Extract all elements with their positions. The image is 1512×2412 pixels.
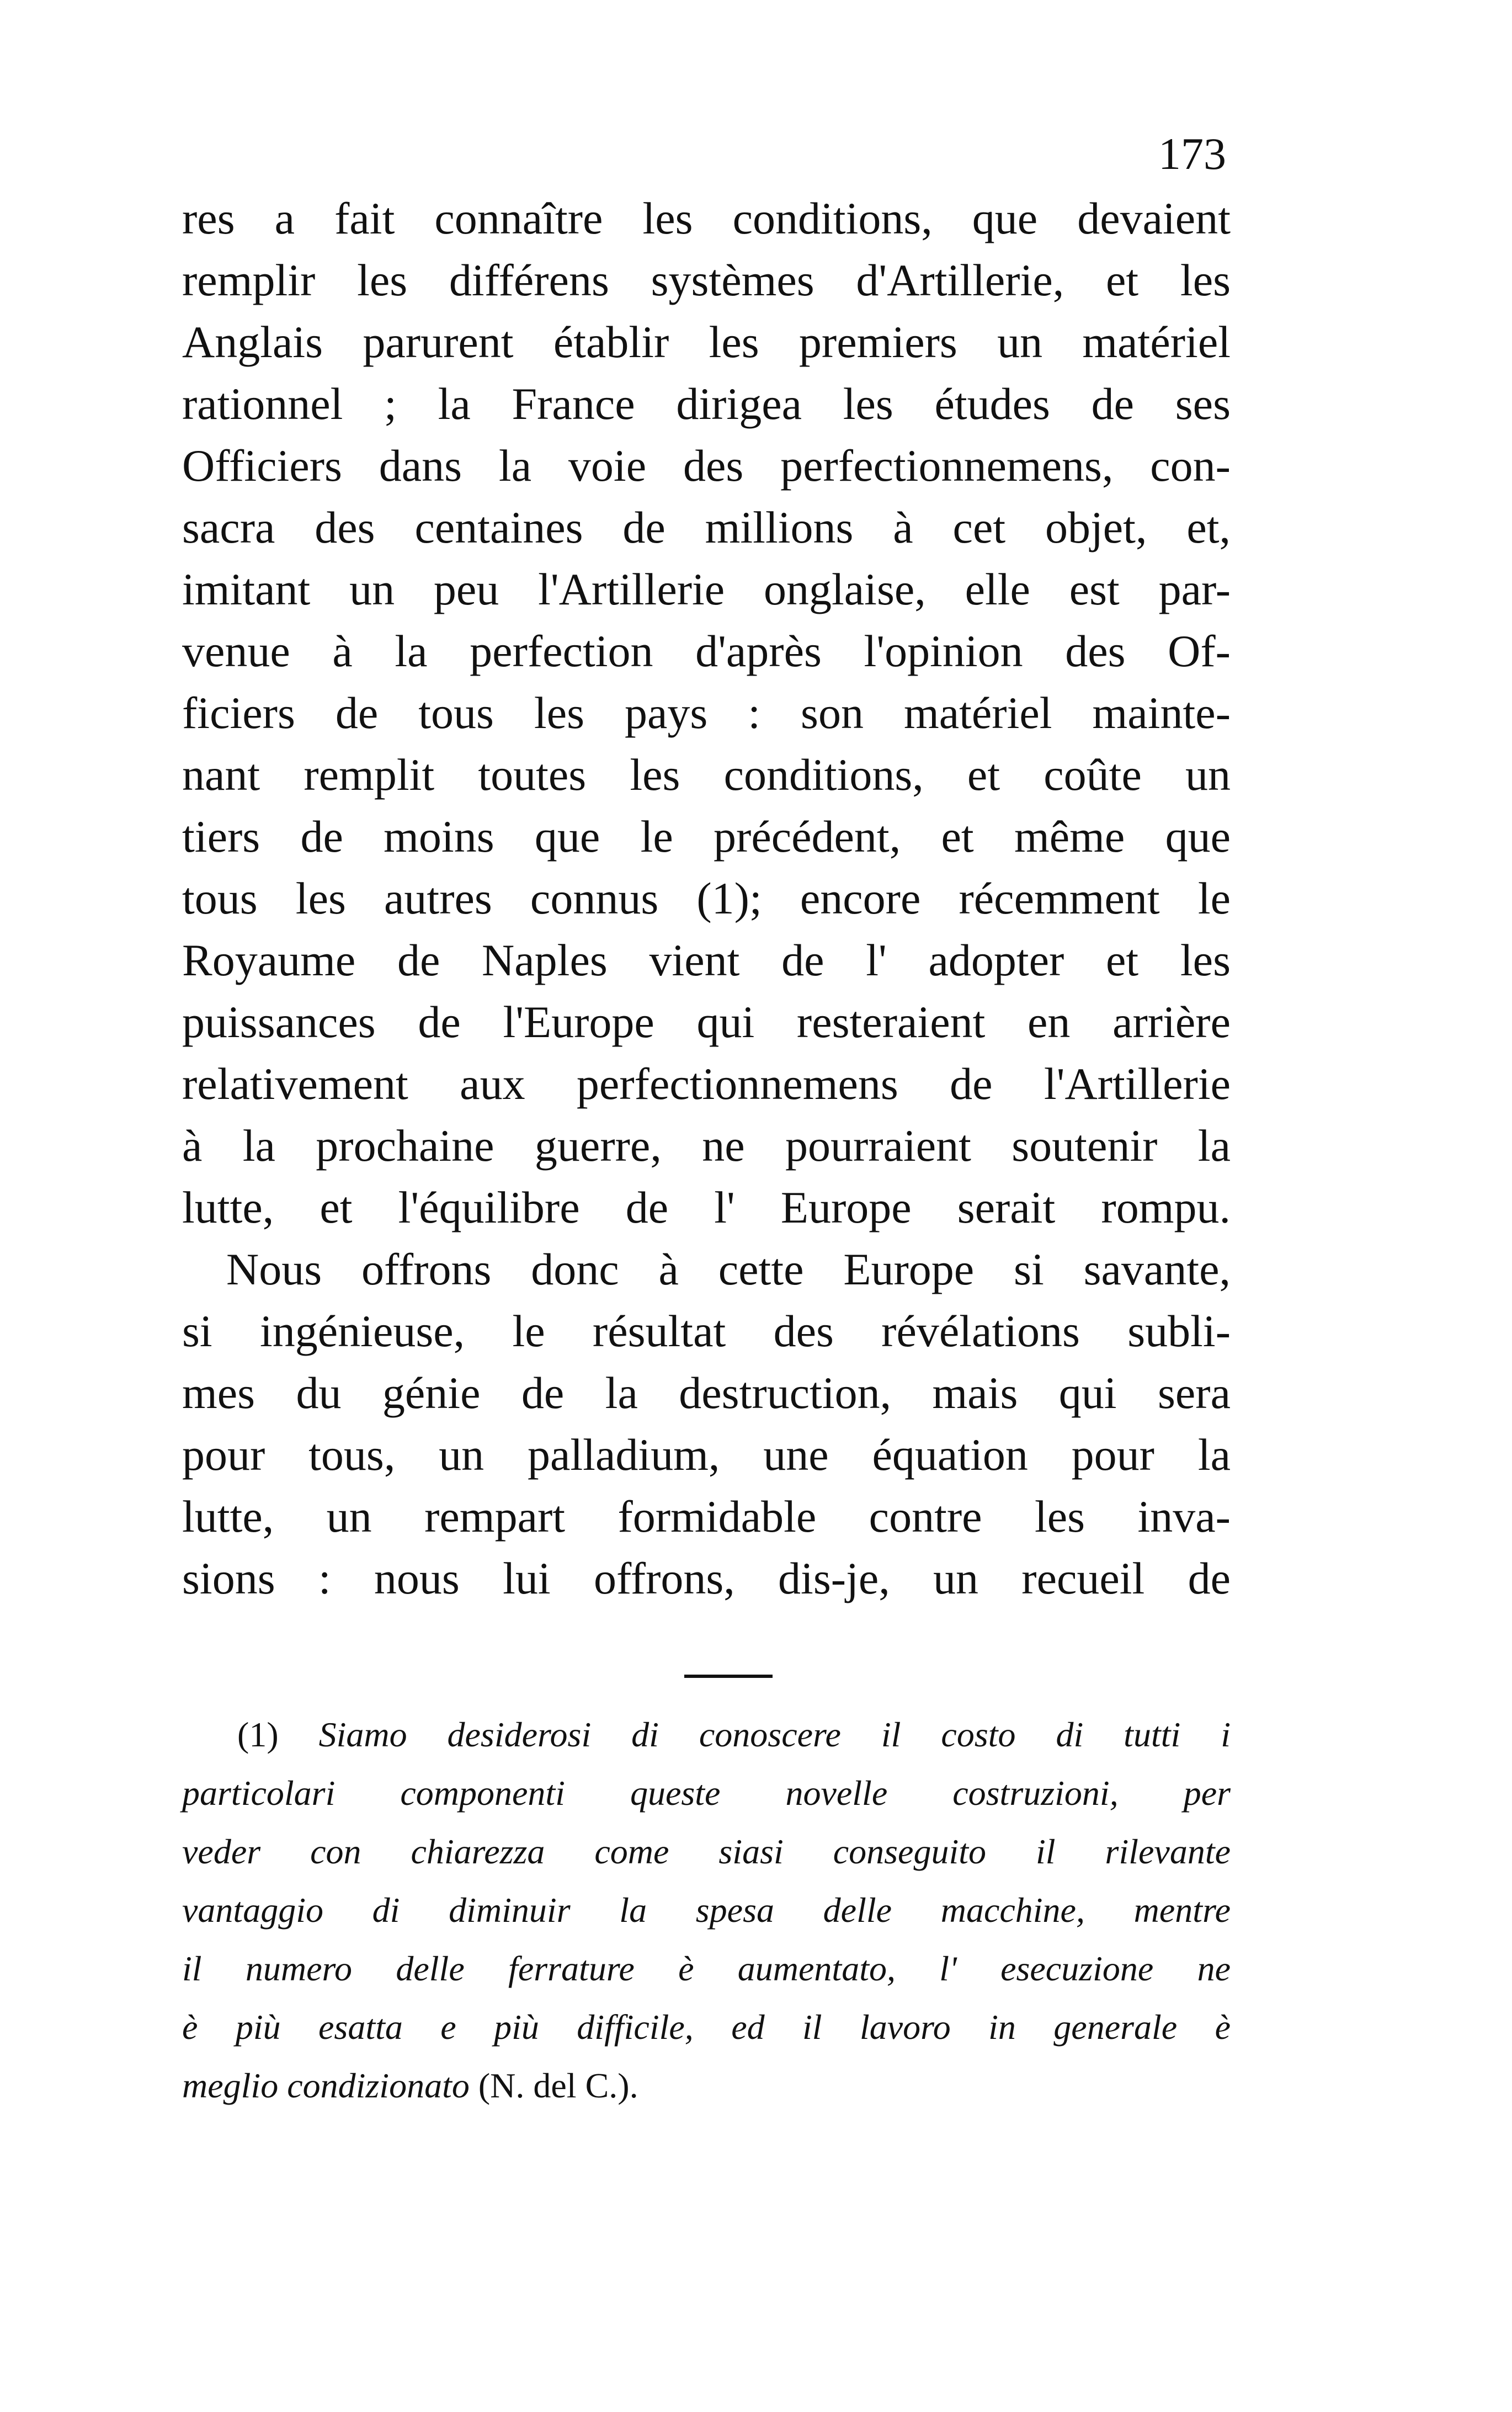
footnote-line: è più esatta e più difficile, ed il lavoro in generale è (182, 2007, 1231, 2047)
text-line: pour tous, un palladium, une équation pour la (182, 1430, 1231, 1480)
text-line: sions : nous lui offrons, dis-je, un recueil de (182, 1553, 1231, 1603)
footnote-line: particolari componenti queste novelle costruzioni, per (182, 1773, 1231, 1813)
text-line: mes du génie de la destruction, mais qui sera (182, 1368, 1231, 1418)
text-line: si ingénieuse, le résultat des révélations subli- (182, 1306, 1231, 1356)
text-line: imitant un peu l'Artillerie onglaise, elle est par- (182, 564, 1231, 614)
page-number: 173 (1158, 129, 1226, 179)
text-line: puissances de l'Europe qui resteraient en arrière (182, 997, 1231, 1047)
footnote-marker: (1) (237, 1715, 279, 1754)
footnote-last-line (182, 2057, 1231, 2115)
text-line: lutte, un rempart formidable contre les inva- (182, 1491, 1231, 1542)
footnote-attribution: (N. del C.). (478, 2066, 638, 2105)
text-line: lutte, et l'équilibre de l' Europe serait rompu. (182, 1182, 1231, 1232)
footnote (182, 1706, 1231, 2115)
text-line: venue à la perfection d'après l'opinion des Of- (182, 626, 1231, 676)
text-line: remplir les différens systèmes d'Artillerie, et les (182, 255, 1231, 305)
text-line: à la prochaine guerre, ne pourraient soutenir la (182, 1120, 1231, 1171)
text-line: tous les autres connus (1); encore récemment le (182, 873, 1231, 923)
footnote-first-line (182, 1706, 1231, 1764)
footnote-line: vantaggio di diminuir la spesa delle macchine, mentre (182, 1890, 1231, 1930)
footnote-line-text: Siamo desiderosi di conoscere il costo di tutti i (318, 1715, 1231, 1754)
text-line: relativement aux perfectionnemens de l'Artillerie (182, 1059, 1231, 1109)
text-line: sacra des centaines de millions à cet objet, et, (182, 502, 1231, 552)
text-line: Anglais parurent établir les premiers un matériel (182, 317, 1231, 367)
footnote-line: veder con chiarezza come siasi conseguito il rilevante (182, 1832, 1231, 1871)
text-line: tiers de moins que le précédent, et même que (182, 811, 1231, 862)
footnote-line: il numero delle ferrature è aumentato, l' esecuzione ne (182, 1949, 1231, 1988)
text-line: res a fait connaître les conditions, que devaient (182, 193, 1231, 243)
footnote-separator (684, 1675, 773, 1678)
paragraph-start-line: Nous offrons donc à cette Europe si savante, (226, 1244, 1231, 1294)
footnote-line-text: meglio condizionato (182, 2066, 470, 2105)
text-line: Officiers dans la voie des perfectionnemens, con- (182, 440, 1231, 491)
text-line: rationnel ; la France dirigea les études de ses (182, 379, 1231, 429)
text-line: Royaume de Naples vient de l' adopter et les (182, 935, 1231, 985)
text-line: ficiers de tous les pays : son matériel mainte- (182, 688, 1231, 738)
main-text (182, 188, 1231, 1609)
text-line: nant remplit toutes les conditions, et coûte un (182, 750, 1231, 800)
